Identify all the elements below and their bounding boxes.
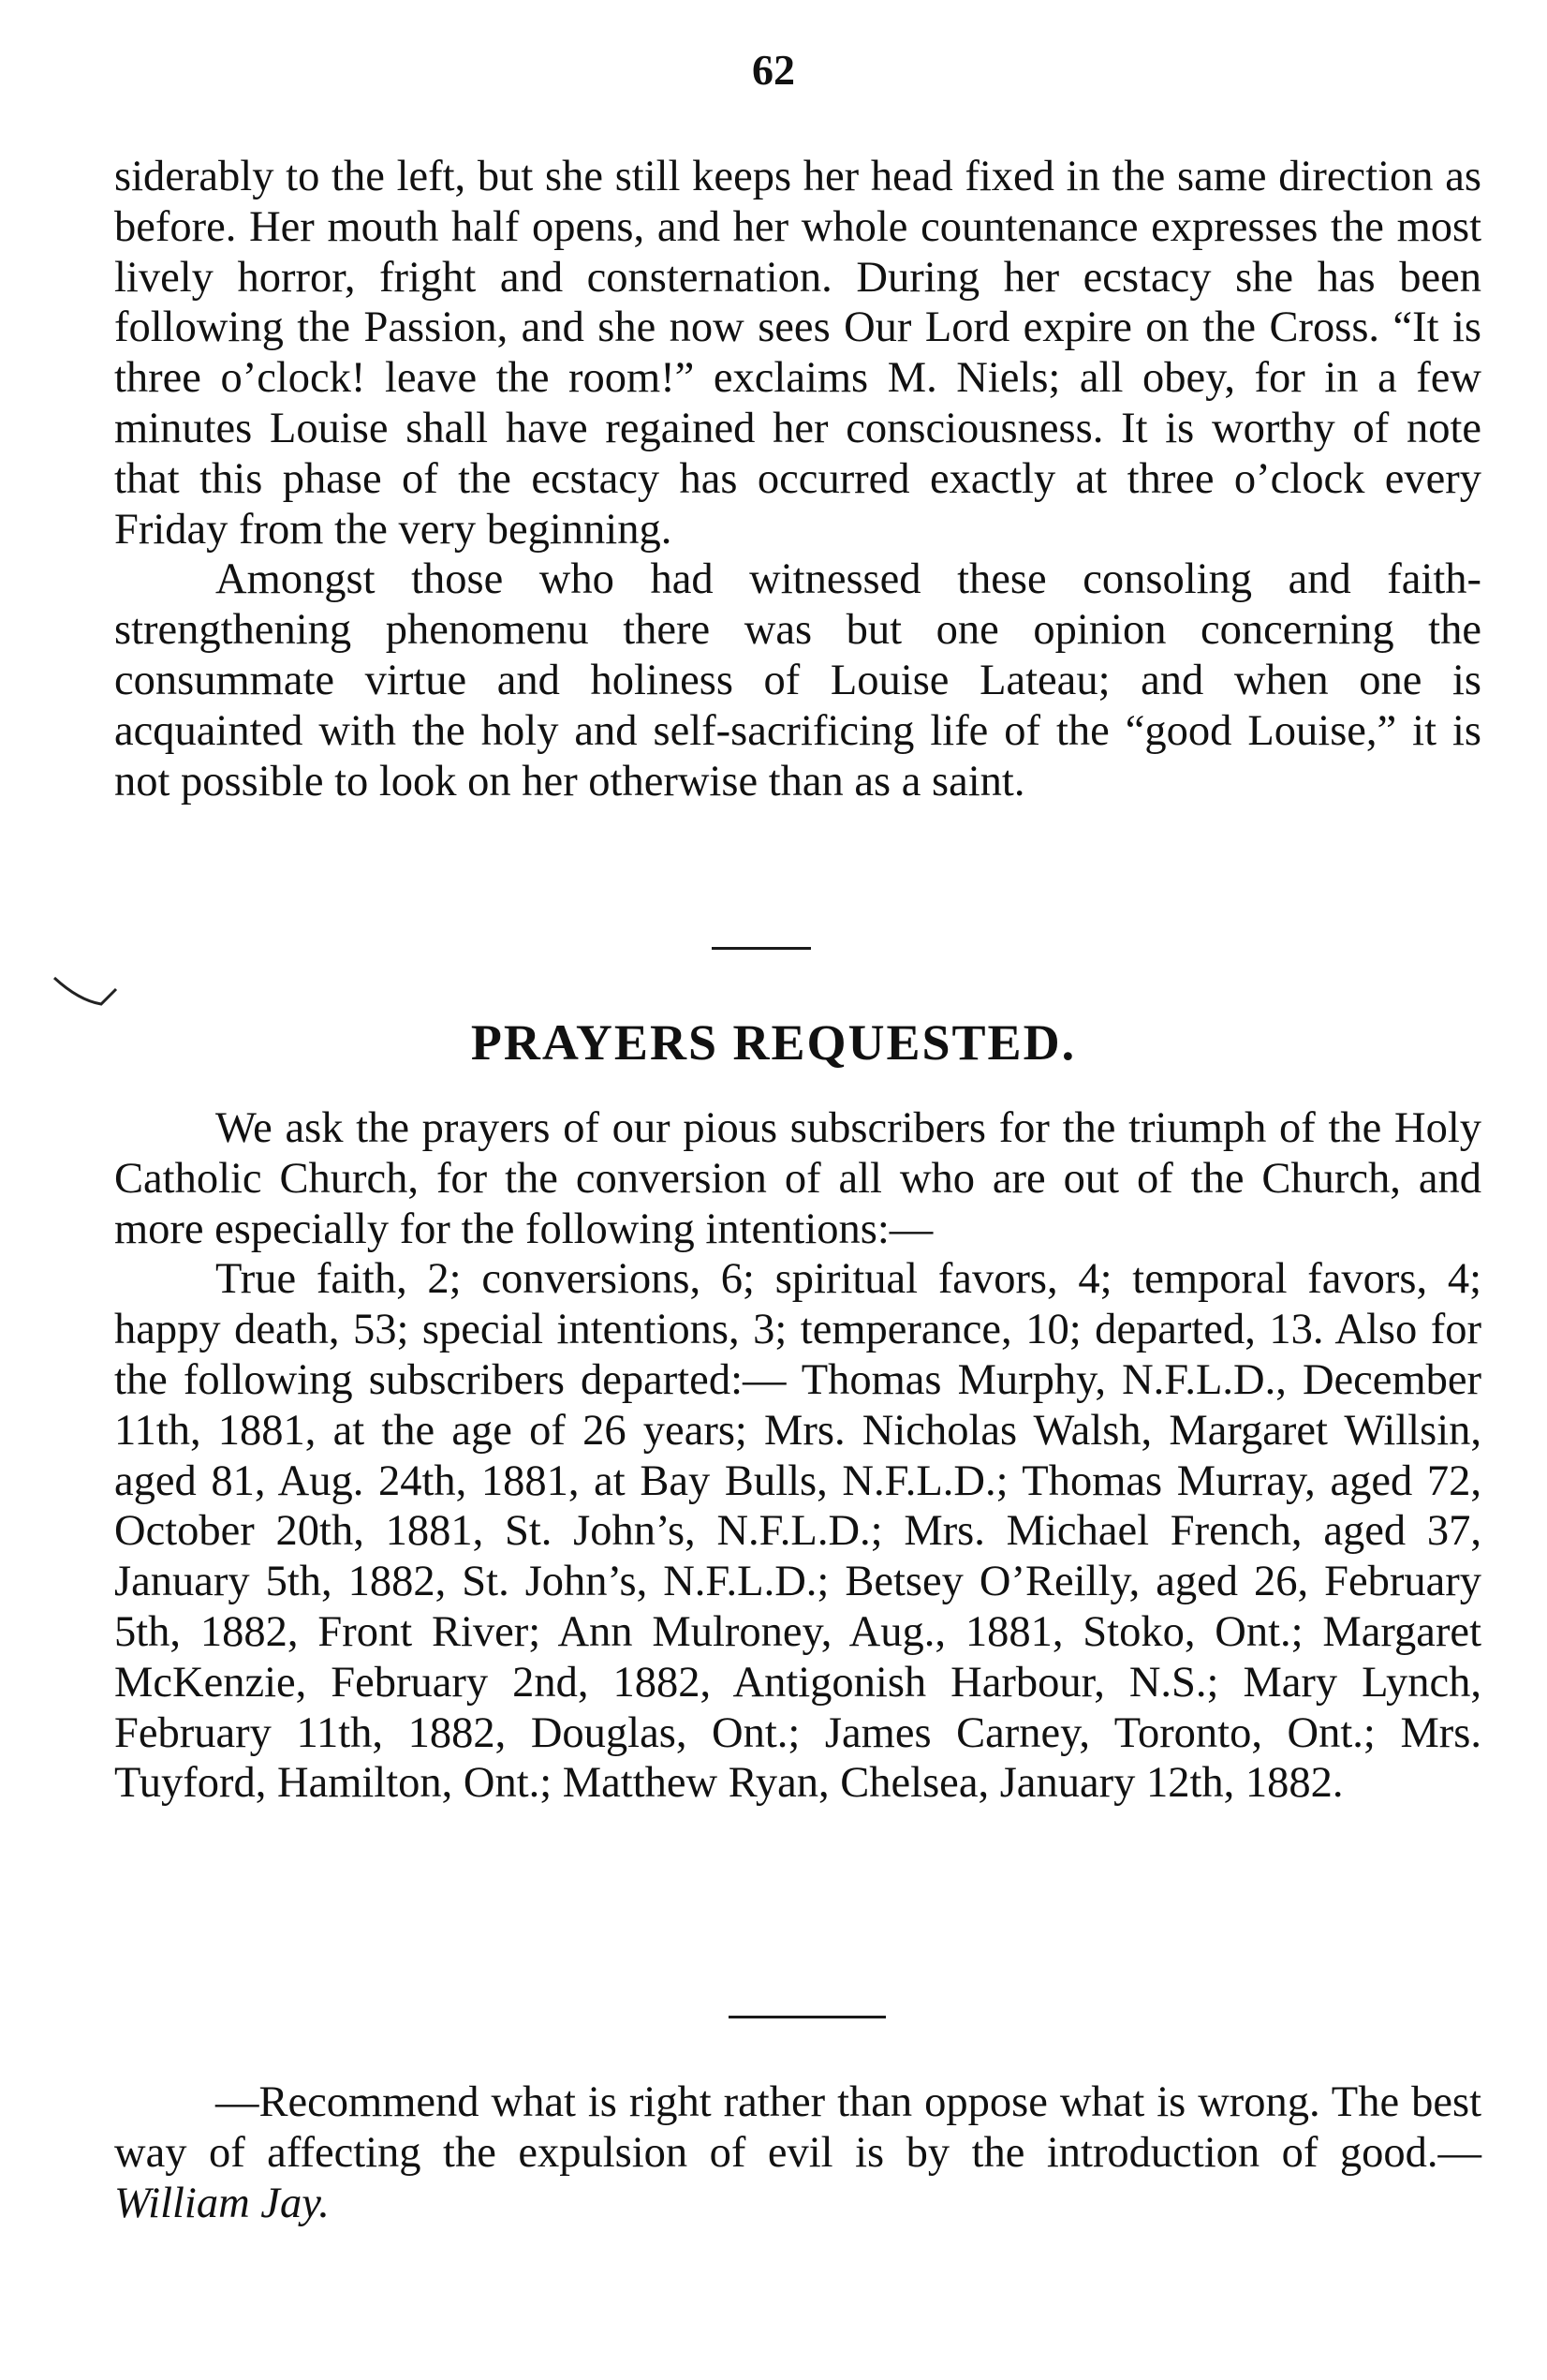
article-continuation (114, 152, 1481, 806)
quote-text: —Recommend what is right rather than oppose what is wrong. The best way of affecting the expulsion of evil is by the introduction of good.— (114, 2078, 1481, 2177)
section-heading: PRAYERS REQUESTED. (470, 1014, 1077, 1071)
closing-quote (114, 2077, 1481, 2228)
page-number: 62 (752, 46, 795, 94)
section-divider (729, 2016, 886, 2018)
paragraph: True faith, 2; conversions, 6; spiritual favors, 4; temporal favors, 4; happy death, 53; special intentions, 3; temperance, 10; departed, 13. Also for the following subscribers departed:— Thomas Murphy, N.F.L.D., December 11th, 1881, at the age of 26 years; Mrs. Nicholas Walsh, Margaret Willsin, aged 81, Aug. 24th, 1881, at Bay Bulls, N.F.L.D.; Thomas Murray, aged 72, October 20th, 1881, St. John’s, N.F.L.D.; Mrs. Michael French, aged 37, January 5th, 1882, St. John’s, N.F.L.D.; Betsey O’Reilly, aged 26, February 5th, 1882, Front River; Ann Mulroney, Aug., 1881, Stoko, Ont.; Margaret McKenzie, February 2nd, 1882, Antigonish Harbour, N.S.; Mary Lynch, February 11th, 1882, Douglas, Ont.; James Carney, Toronto, Ont.; Mrs. Tuyford, Hamilton, Ont.; Matthew Ryan, Chelsea, January 12th, 1882. (114, 1255, 1481, 1808)
quote-paragraph (114, 2077, 1481, 2228)
margin-check-mark (51, 972, 125, 1010)
paragraph: Amongst those who had witnessed these consoling and faith-strengthening phenomenu there was but one opinion concerning the consummate virtue and holiness of Louise Lateau; and when one is acquainted with the holy and self-sacrificing life of the “good Louise,” it is not possible to look on her otherwise than as a saint. (114, 555, 1481, 806)
section-divider (712, 947, 811, 950)
paragraph: siderably to the left, but she still keeps her head fixed in the same direction as before. Her mouth half opens, and her whole countenance expresses the most lively horror, fright and consternation. During her ecstacy she has been following the Passion, and she now sees Our Lord expire on the Cross. “It is three o’clock! leave the room!” exclaims M. Niels; all obey, for in a few minutes Louise shall have regained her consciousness. It is worthy of note that this phase of the ecstacy has occurred exactly at three o’clock every Friday from the very beginning. (114, 153, 1481, 554)
paragraph: We ask the prayers of our pious subscribers for the triumph of the Holy Catholic Church, for the conversion of all who are out of the Church, and more especially for the following intentions:— (114, 1104, 1481, 1253)
quote-author: William Jay. (114, 2179, 330, 2227)
prayers-section (114, 1103, 1481, 1809)
